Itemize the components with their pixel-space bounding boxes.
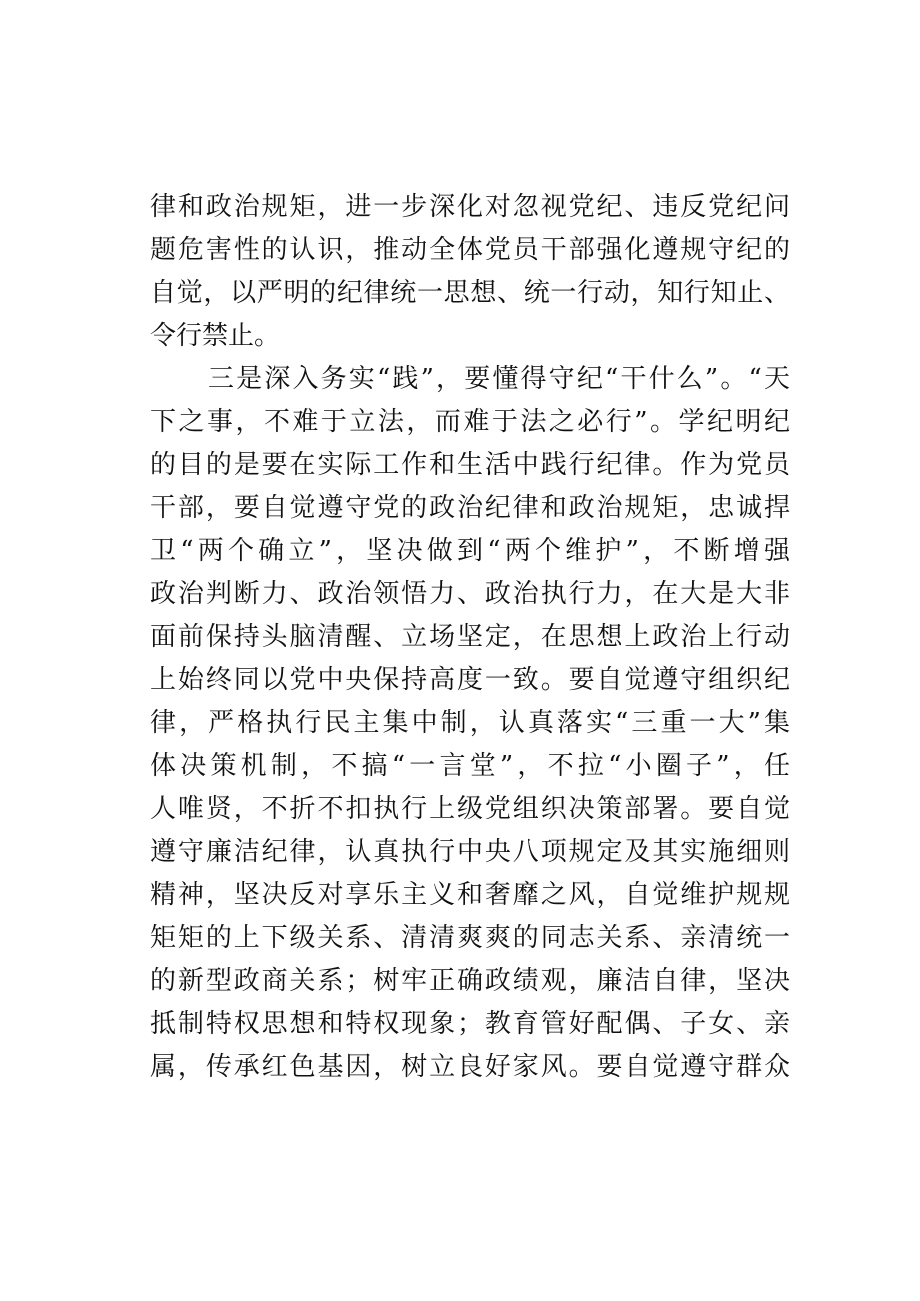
paragraph-2-line-8: 上始终同以党中央保持高度一致。要自觉遵守组织纪 (150, 665, 790, 695)
paragraph-2-line-12: 遵守廉洁纪律，认真执行中央八项规定及其实施细则 (150, 837, 790, 867)
paragraph-2-line-14: 矩矩的上下级关系、清清爽爽的同志关系、亲清统一 (150, 923, 790, 953)
paragraph-2-line-13: 精神，坚决反对享乐主义和奢靡之风，自觉维护规规 (150, 880, 790, 910)
body-text (150, 186, 790, 1089)
paragraph-1-line-4: 令行禁止。 (150, 321, 281, 351)
paragraph-2-line-2: 下之事，不难于立法，而难于法之必行”。学纪明纪 (150, 407, 790, 437)
paragraph-2-line-7: 面前保持头脑清醒、立场坚定，在思想上政治上行动 (150, 622, 790, 652)
paragraph-1-line-1: 律和政治规矩，进一步深化对忽视党纪、违反党纪问 (150, 192, 790, 222)
paragraph-1-line-3: 自觉，以严明的纪律统一思想、统一行动，知行知止、 (150, 278, 790, 308)
paragraph-2-line-3: 的目的是要在实际工作和生活中践行纪律。作为党员 (150, 450, 790, 480)
paragraph-2-line-11: 人唯贤，不折不扣执行上级党组织决策部署。要自觉 (150, 794, 790, 824)
paragraph-2-line-16: 抵制特权思想和特权现象；教育管好配偶、子女、亲 (150, 1009, 790, 1039)
paragraph-2-line-5: 卫“两个确立”，坚决做到“两个维护”，不断增强 (150, 536, 790, 566)
paragraph-2-line-9: 律，严格执行民主集中制，认真落实“三重一大”集 (150, 708, 790, 738)
paragraph-1-line-2: 题危害性的认识，推动全体党员干部强化遵规守纪的 (150, 235, 790, 265)
paragraph-2-line-10: 体决策机制，不搞“一言堂”，不拉“小圈子”，任 (150, 751, 790, 781)
paragraph-2-line-15: 的新型政商关系；树牢正确政绩观，廉洁自律，坚决 (150, 966, 790, 996)
paragraph-2-line-4: 干部，要自觉遵守党的政治纪律和政治规矩，忠诚捍 (150, 493, 790, 523)
paragraph-2-line-6: 政治判断力、政治领悟力、政治执行力，在大是大非 (150, 579, 790, 609)
paragraph-2-line-17: 属，传承红色基因，树立良好家风。要自觉遵守群众 (150, 1052, 790, 1082)
paragraph-2-line-1: 三是深入务实“践”，要懂得守纪“干什么”。“天 (208, 364, 790, 394)
